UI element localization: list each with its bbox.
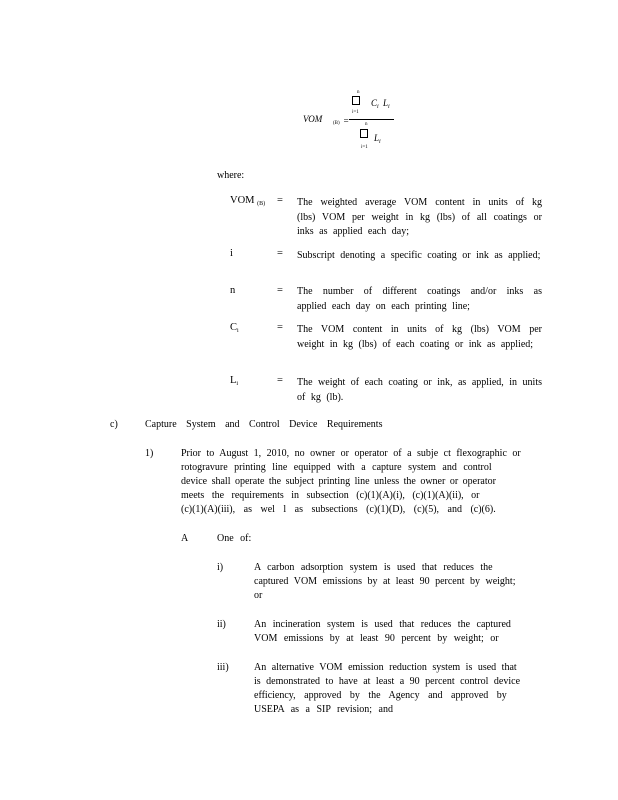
denominator-summation-icon (360, 129, 368, 138)
option-line: captured VOM emissions by at least 90 percent by weight; (254, 576, 516, 587)
definition-term-l: $L_i$ (230, 375, 239, 387)
definition-equals: = (277, 248, 283, 259)
denominator-sum-lower: i=1 (361, 145, 368, 150)
item-1-label: 1) (145, 448, 154, 459)
paragraph-line: meets the requirements in subsection (c)(1)(A)(i), (c)(1)(A)(ii), or (181, 490, 480, 501)
paragraph-line: rotogravure printing line equipped with a capture system and control (181, 462, 492, 473)
option-line: efficiency, approved by the Agency and approved by (254, 690, 507, 701)
definition-term-n: n (230, 285, 236, 296)
formula-lhs: VOM (303, 114, 323, 124)
numerator-l: $L_i$ (383, 98, 390, 110)
paragraph-line: (c)(1)(A)(iii), as wel l as subsections (c)(1)(D), (c)(5), and (c)(6). (181, 504, 496, 515)
item-a-text: One of: (217, 533, 252, 544)
paragraph-line: Prior to August 1, 2010, no owner or operator of a subje ct flexographic or (181, 448, 521, 459)
definition-term-vom: VOM $_{(B)}$ (230, 195, 266, 207)
numerator-summation-icon (352, 96, 360, 105)
where-label: where: (217, 170, 245, 181)
denominator-sum-upper: n (365, 122, 368, 127)
definition-text-l: The weight of each coating or ink, as applied, in units of kg (lb). (297, 377, 542, 403)
section-c-label: c) (110, 419, 118, 430)
numerator-sum-lower: i=1 (352, 110, 359, 115)
definition-text-i: Subscript denoting a specific coating or ink as applied; (297, 250, 541, 261)
option-label: ii) (217, 619, 226, 630)
fraction-bar (349, 119, 394, 120)
definition-text-vom: The weighted average VOM content in units of kg (lbs) VOM per weight in kg (lbs) of all coatings or inks as applied each day; (297, 197, 542, 237)
option-label: iii) (217, 662, 229, 673)
formula-equals: = (343, 116, 350, 126)
item-a-label: A (181, 533, 189, 544)
section-c-title: Capture System and Control Device Requirements (145, 419, 383, 430)
numerator-c: $C_i$ (371, 98, 379, 110)
definition-equals: = (277, 375, 283, 386)
definition-text-c: The VOM content in units of kg (lbs) VOM per weight in kg (lbs) of each coating or ink as applied; (297, 324, 542, 350)
definition-equals: = (277, 322, 283, 333)
option-label: i) (217, 562, 224, 573)
option-line: VOM emissions by at least 90 percent by weight; or (254, 633, 499, 644)
option-line: USEPA as a SIP revision; and (254, 704, 393, 715)
option-line: or (254, 590, 263, 601)
definition-equals: = (277, 195, 283, 206)
definition-equals: = (277, 285, 283, 296)
definition-term-c: $C_i$ (230, 322, 239, 334)
option-line: An alternative VOM emission reduction system is used that (254, 662, 517, 673)
definition-text-n: The number of different coatings and/or inks as applied each day on each printing line; (297, 286, 542, 312)
denominator-l: $L_i$ (374, 133, 381, 145)
paragraph-line: device shall operate the subject printing line unless the owner or operator (181, 476, 496, 487)
option-line: is demonstrated to have at least a 90 percent control device (254, 676, 521, 687)
formula-lhs-subscript: (B) (333, 121, 340, 126)
option-line: A carbon adsorption system is used that reduces the (254, 562, 493, 573)
option-line: An incineration system is used that reduces the captured (254, 619, 511, 630)
numerator-sum-upper: n (357, 90, 360, 95)
definition-term-i: i (230, 248, 233, 259)
